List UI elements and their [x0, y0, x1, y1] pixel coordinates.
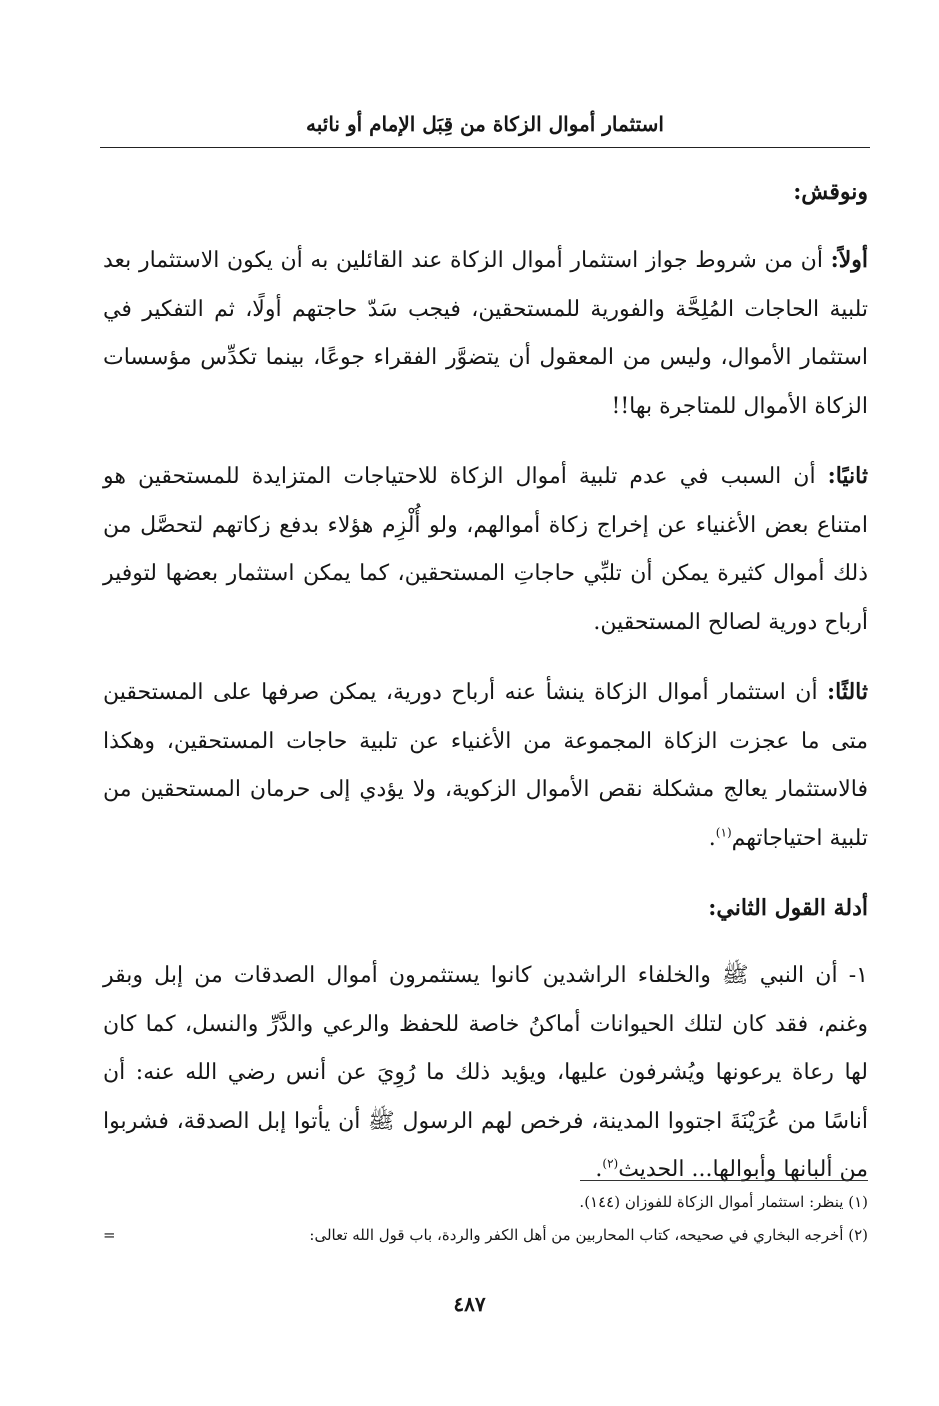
- page-number: ٤٨٧: [453, 1292, 486, 1316]
- footnote-continuation-mark: =: [103, 1226, 116, 1244]
- footnote-number: (١): [848, 1193, 868, 1211]
- paragraph-lead: ثانيًا:: [827, 463, 868, 489]
- footnote-divider: [580, 1180, 868, 1181]
- footnote-2: [103, 1219, 868, 1252]
- footnote-ref: (٢): [602, 1156, 619, 1171]
- paragraph-end: .: [595, 1157, 603, 1182]
- footnote-text: أخرجه البخاري في صحيحه، كتاب المحاربين من أهل الكفر والردة، باب قول الله تعالى:: [309, 1226, 844, 1244]
- paragraph-end: .: [708, 825, 716, 851]
- footnote-1: [103, 1186, 868, 1219]
- paragraph-text: أن استثمار أموال الزكاة ينشأ عنه أرباح دورية، يمكن صرفها على المستحقين متى ما عجزت الزكاة المجموعة من الأغنياء عن تلبية حاجات المستحقين، وهكذا فالاستثمار يعالج مشكلة نقص الأموال الزكوية، ولا يؤدي إلى حرمان المستحقين من تلبية احتياجاتهم: [103, 680, 868, 851]
- paragraph-second-objection: [103, 452, 868, 647]
- paragraph-lead: أولاً:: [830, 247, 868, 273]
- footnote-ref: (١): [715, 825, 732, 840]
- main-text: [103, 168, 868, 1216]
- header-divider: [100, 147, 870, 148]
- footnote-number: (٢): [848, 1226, 868, 1244]
- section-heading-discussion: ونوقش:: [793, 179, 868, 205]
- paragraph-text: أن من شروط جواز استثمار أموال الزكاة عند القائلين به أن يكون الاستثمار بعد تلبية الحاجات المُلِحَّة والفورية للمستحقين، فيجب سَدّ حاجتهم أولًا، ثم التفكير في استثمار الأموال، وليس من المعقول أن يتضوَّر الفقراء جوعًا، بينما تكدِّس مؤسسات الزكاة الأموال للمتاجرة بها!!: [103, 248, 868, 419]
- paragraph-lead: ثالثًا:: [827, 679, 868, 705]
- paragraph-first-objection: [103, 236, 868, 431]
- footnote-text: ينظر: استثمار أموال الزكاة للفوزان (١٤٤).: [579, 1193, 844, 1211]
- running-head: استثمار أموال الزكاة من قِبَل الإمام أو نائبه: [306, 112, 664, 136]
- paragraph-evidence-one: [103, 952, 868, 1195]
- paragraph-third-objection: [103, 668, 868, 863]
- paragraph-text: ١- أن النبي ﷺ والخلفاء الراشدين كانوا يستثمرون أموال الصدقات من إبل وبقر وغنم، فقد كان لتلك الحيوانات أماكنُ خاصة للحفظ والرعي والدَّرِّ والنسل، كما كان لها رعاة يرعونها ويُشرفون عليها، ويؤيد ذلك ما رُوِيَ عن أنس رضي الله عنه: أن أناسًا من عُرَيْنَةَ اجتووا المدينة، فرخص لهم الرسول ﷺ أن يأتوا إبل الصدقة، فشربوا من ألبانها وأبوالها... الحديث: [103, 963, 868, 1182]
- section-heading-second-opinion: أدلة القول الثاني:: [708, 895, 868, 921]
- footnotes: [103, 1186, 868, 1252]
- paragraph-text: أن السبب في عدم تلبية أموال الزكاة للاحتياجات المتزايدة للمستحقين هو امتناع بعض الأغنياء عن إخراج زكاة أموالهم، ولو أُلْزِم هؤلاء بدفع زكاتهم لتحصَّل من ذلك أموال كثيرة يمكن أن تلبِّي حاجاتِ المستحقين، كما يمكن استثمار بعضها لتوفير أرباح دورية لصالح المستحقين.: [103, 464, 868, 635]
